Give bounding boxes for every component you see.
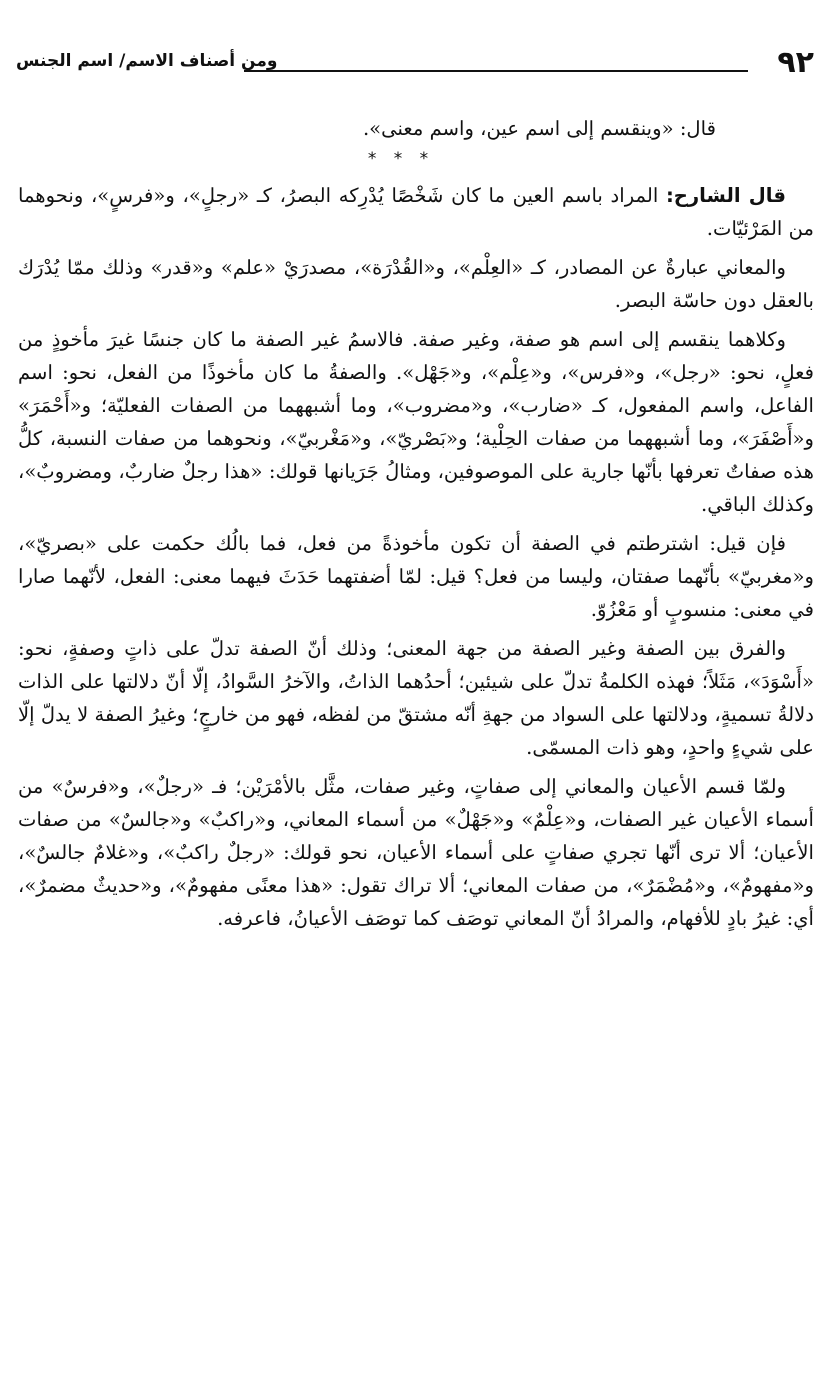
- body-text: [14, 112, 820, 935]
- paragraph-1: [18, 179, 814, 245]
- commentator-lead: قال الشارح:: [665, 184, 786, 207]
- intro-line: قال: «وينقسم إلى اسم عين، واسم معنى».: [362, 117, 716, 140]
- paragraph-2: والمعاني عبارةٌ عن المصادر، كـ «العِلْم»، و«القُدْرَة»، مصدرَيْ «علم» و«قدر» وذلك ممّا يُدْرَك بالعقل دون حاسّة البصر.: [18, 256, 814, 312]
- paragraph-3: وكلاهما ينقسم إلى اسم هو صفة، وغير صفة. فالاسمُ غير الصفة ما كان جنسًا غيرَ مأخوذٍ من فعلٍ، نحو: «رجل»، و«فرس»، و«عِلْم»، و«جَهْل». والصفةُ ما كان مأخوذًا من الفعل، نحو: اسم الفاعل، واسم المفعول، كـ «ضارب»، و«مضروب»، وما أشبههما من الصفات الفعليّة؛ و«أَحْمَرَ» و«أَصْفَرَ»، وما أشبههما من صفات الحِلْية؛ و«بَصْريّ»، و«مَغْربيّ»، ونحوهما من صفات النسبة، كلُّ هذه صفاتٌ تعرفها بأنّها جارية على الموصوفين، ومثالُ جَرَيانها قولك: «هذا رجلٌ ضاربٌ، ومضروبٌ»، وكذلك الباقي.: [18, 328, 814, 516]
- paragraph-6: ولمّا قسم الأعيان والمعاني إلى صفاتٍ، وغير صفات، مثَّل بالأمْرَيْن؛ فـ «رجلٌ»، و«فرسٌ» من أسماء الأعيان غير الصفات، و«عِلْمٌ» و«جَهْلٌ» من أسماء المعاني، و«راكبٌ» و«جالسٌ» من صفات الأعيان؛ ألا ترى أنّها تجري صفاتٍ على أسماء الأعيان، نحو قولك: «رجلٌ راكبٌ»، و«غلامٌ جالسٌ»، و«مفهومٌ»، و«مُضْمَرٌ»، من صفات المعاني؛ ألا تراك تقول: «هذا معنًى مفهومٌ»، و«حديثٌ مضمرٌ»، أي: غيرُ بادٍ للأفهام، والمرادُ أنّ المعاني توصَف كما توصَف الأعيانُ، فاعرفه.: [18, 775, 814, 930]
- header-rule: [244, 70, 748, 72]
- paragraph-5: والفرق بين الصفة وغير الصفة من جهة المعنى؛ وذلك أنّ الصفة تدلّ على ذاتٍ وصفةٍ، نحو: «أَسْوَدَ»، مَثَلاً؛ فهذه الكلمةُ تدلّ على شيئين؛ أحدُهما الذاتُ، والآخرُ السَّوادُ، إلّا أنّ دلالتها على الذات دلالةُ تسميةٍ، ودلالتها على السواد من جهةِ أنّه مشتقّ من لفظه، فهو من خارجٍ؛ وغيرُ الصفة لا يدلّ إلّا على شيءٍ واحدٍ، وهو ذات المسمّى.: [18, 637, 814, 759]
- page-number: ٩٢: [777, 45, 814, 80]
- running-header: [14, 38, 820, 86]
- paragraph-1-text: المراد باسم العين ما كان شَخْصًا يُدْرِكه البصرُ، كـ «رجلٍ»، و«فرسٍ»، ونحوهما من المَرْئيّات.: [18, 184, 814, 240]
- paragraph-4: فإن قيل: اشترطتم في الصفة أن تكون مأخوذةً من فعل، فما بالُك حكمت على «بصريّ»، و«مغربيّ» بأنّهما صفتان، وليسا من فعل؟ قيل: لمّا أضفتهما حَدَثَ فيهما معنى: الفعل، لأنّهما صارا في معنى: منسوبٍ أو مَعْزُوّ.: [18, 532, 814, 621]
- running-title: ومن أصناف الاسم/ اسم الجنس: [16, 51, 278, 71]
- section-divider: * * *: [367, 149, 435, 169]
